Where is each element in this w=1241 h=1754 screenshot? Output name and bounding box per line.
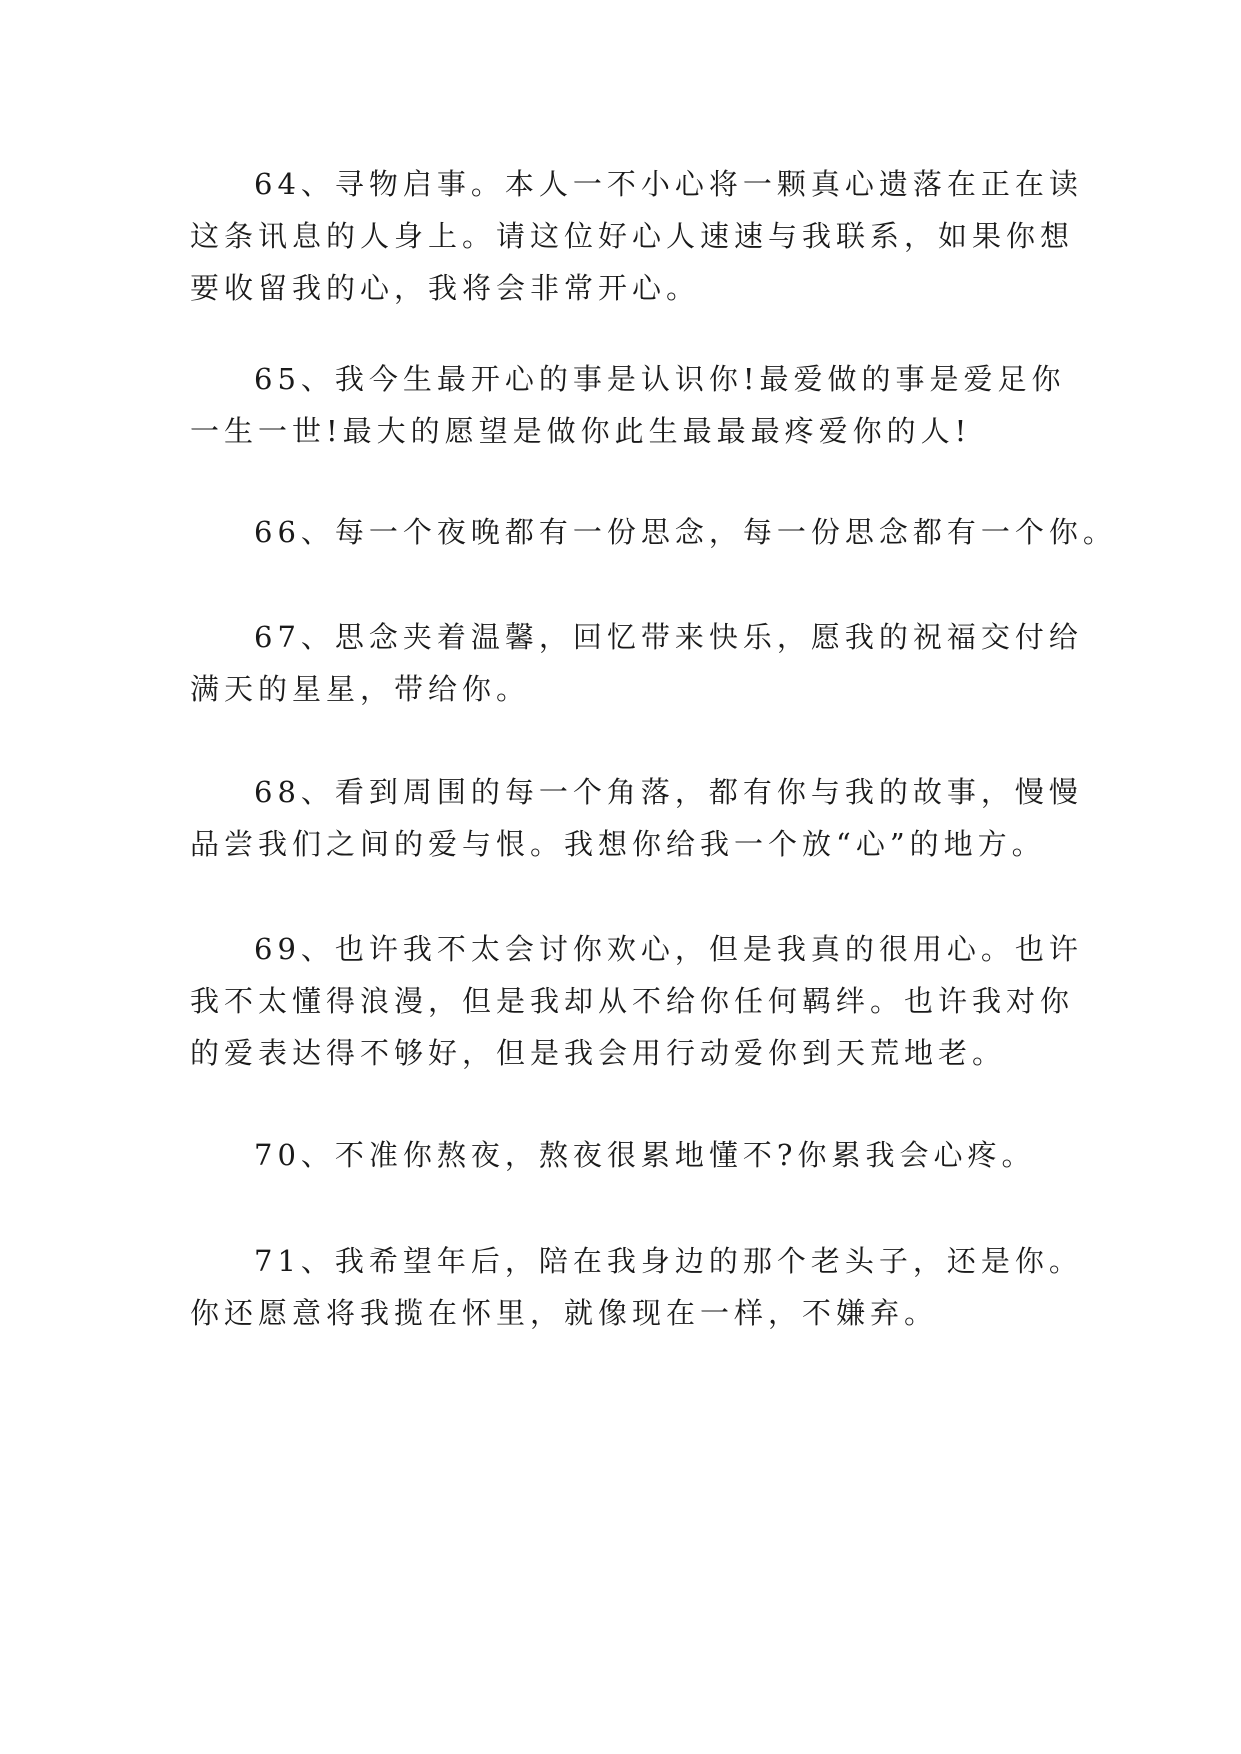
paragraph-line: 品尝我们之间的爱与恨。我想你给我一个放“心”的地方。 [190, 827, 1046, 861]
paragraph-70 [190, 1129, 1060, 1181]
paragraph-line: 一生一世!最大的愿望是做你此生最最最疼爱你的人! [190, 414, 972, 448]
paragraph-line: 64、寻物启事。本人一不小心将一颗真心遗落在正在读 [254, 167, 1083, 201]
paragraph-line: 65、我今生最开心的事是认识你!最爱做的事是爱足你 [254, 362, 1066, 396]
paragraph-line: 68、看到周围的每一个角落，都有你与我的故事，慢慢 [254, 775, 1083, 809]
paragraph-67 [190, 611, 1083, 715]
paragraph-line: 要收留我的心，我将会非常开心。 [190, 271, 701, 305]
paragraph-66 [190, 506, 1117, 558]
paragraph-line: 我不太懂得浪漫，但是我却从不给你任何羁绊。也许我对你 [190, 984, 1075, 1018]
paragraph-69 [190, 923, 1083, 1079]
paragraph-line: 66、每一个夜晚都有一份思念，每一份思念都有一个你。 [254, 515, 1117, 549]
paragraph-line: 67、思念夹着温馨，回忆带来快乐，愿我的祝福交付给 [254, 620, 1083, 654]
paragraph-64 [190, 158, 1083, 314]
paragraph-line: 满天的星星，带给你。 [190, 672, 531, 706]
paragraph-line: 的爱表达得不够好，但是我会用行动爱你到天荒地老。 [190, 1036, 1007, 1070]
paragraph-line: 这条讯息的人身上。请这位好心人速速与我联系，如果你想 [190, 219, 1075, 253]
paragraph-line: 71、我希望年后，陪在我身边的那个老头子，还是你。 [254, 1244, 1083, 1278]
paragraph-68 [190, 766, 1083, 870]
paragraph-65 [190, 353, 1066, 457]
paragraph-line: 69、也许我不太会讨你欢心，但是我真的很用心。也许 [254, 932, 1083, 966]
paragraph-71 [190, 1235, 1083, 1339]
paragraph-line: 你还愿意将我揽在怀里，就像现在一样，不嫌弃。 [190, 1296, 939, 1330]
paragraph-line: 70、不准你熬夜，熬夜很累地懂不?你累我会心疼。 [254, 1138, 1036, 1172]
